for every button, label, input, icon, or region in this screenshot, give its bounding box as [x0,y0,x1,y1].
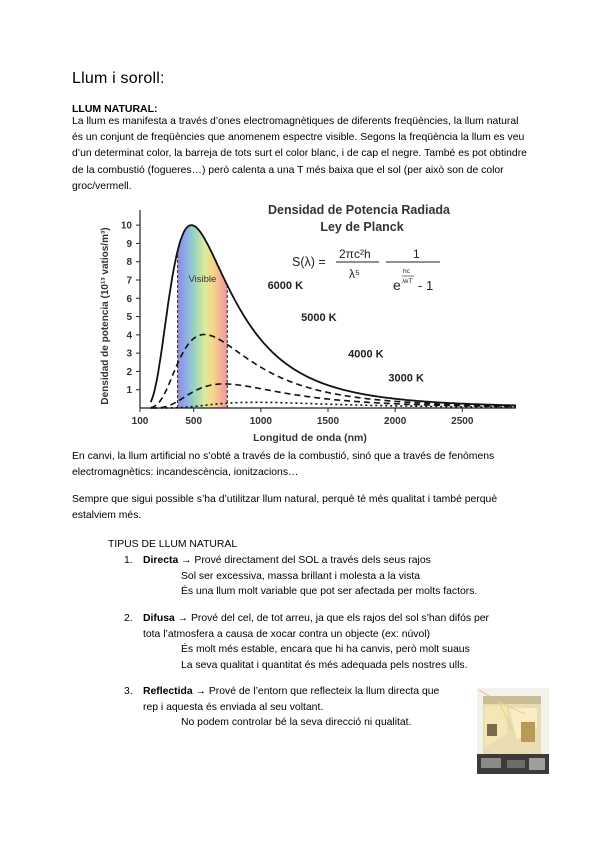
type-item-line: És una llum molt variable que pot ser afectada per molts factors. [181,586,478,597]
formula-exp-base: e [393,277,401,293]
y-tick-label: 3 [126,348,132,360]
x-tick-label: 1500 [316,416,340,427]
type-item-reflected [124,684,469,732]
curve-label-4000k: 4000 K [348,348,384,361]
type-item-first-line [143,553,431,569]
type-item-line: rep i aquesta és enviada al seu voltant. [143,701,324,713]
arrow: → [178,555,195,566]
planck-chart-svg [96,196,520,448]
recommendation-paragraph: Sempre que sigui possible s’ha d’utilitzar llum natural, perquè té més qualitat i també perquè estalviem més. [72,494,498,522]
planck-chart [96,196,520,448]
formula-frac2-numerator: 1 [413,247,420,261]
formula-minus-one: - 1 [418,278,434,293]
x-tick-label: 1000 [249,416,272,427]
types-title: TIPUS DE LLUM NATURAL [108,539,238,550]
section-title: LLUM NATURAL: [72,103,158,115]
y-tick-label: 5 [126,312,132,324]
y-tick-label: 2 [126,366,132,378]
type-item-name: Directa [143,555,179,566]
type-item-line: Sol ser excessiva, massa brillant i molesta a la vista [181,570,421,582]
formula-numerator: 2πc²h [339,247,371,261]
planck-formula [292,247,440,293]
x-tick-label: 2000 [384,416,407,427]
chart-subtitle: Ley de Planck [320,220,404,234]
page-title: Llum i soroll: [72,70,165,87]
visible-band [178,225,228,408]
chart-ylabel: Densidad de potencia (10¹³ vatios/m³) [100,227,111,405]
type-item-line: Prové directament del SOL a través dels seus rajos [194,555,431,566]
type-item-name: Difusa [143,613,175,624]
formula-denominator: λ⁵ [349,267,360,281]
type-item-direct [124,553,524,601]
type-item-line: tota l’atmosfera a causa de xocar contra un objecte (ex: núvol) [143,628,431,640]
x-tick-label: 100 [131,416,149,427]
curve-label-3000k: 3000 K [388,372,424,385]
reflected-light-room-image [477,688,549,774]
x-tick-label: 500 [185,416,203,427]
artificial-light-paragraph: En canvi, la llum artificial no s’obté a través de la combustió, sinó que a través de fenòmens electromagnètics: incandescència, ionitzacions… [72,451,495,479]
type-item-line: Prové del cel, de tot arreu, ja que els rajos del sol s’han difós per [190,613,489,624]
y-tick-label: 6 [126,293,132,305]
formula-exp-num: hc [403,268,410,275]
arrow: → [192,686,209,697]
type-item-name: Reflectida [143,686,193,697]
y-tick-label: 10 [120,220,132,232]
curve-label-6000k: 6000 K [267,280,304,293]
arrow: → [174,613,191,624]
type-item-diffuse [124,611,524,675]
type-item-first-line [143,611,489,627]
y-tick-label: 4 [126,330,132,342]
chart-title: Densidad de Potencia Radiada [268,203,450,217]
type-item-number: 2. [124,613,133,624]
formula-lhs: S(λ) = [292,255,326,269]
type-item-line: Prové de l’entorn que reflecteix la llum directa que [208,686,440,697]
y-tick-label: 8 [126,257,132,269]
curve-label-5000k: 5000 K [301,312,337,325]
type-item-line: No podem controlar bé la seva direcció ni qualitat. [181,717,412,728]
type-item-number: 3. [124,686,133,697]
type-item-line: És molt més estable, encara que hi ha canvis, però molt suaus [181,644,470,655]
type-item-first-line [143,684,439,700]
type-item-line: La seva qualitat i quantitat és més adequada pels nostres ulls. [181,659,468,671]
chart-xlabel: Longitud de onda (nm) [253,432,367,444]
y-tick-label: 7 [126,275,132,287]
y-tick-label: 9 [126,238,132,250]
intro-paragraph: La llum es manifesta a través d’ones electromagnètiques de diferents freqüències, la llum natural és un conjunt de freqüències que anomenem espectre visible. Segons la freqüència la llum es veu d’un determinat color, la barreja de tots surt el color blanc, i de cap el negre. També es pot obtindre de la combustió (fogueres…) però calenta a una T més baixa que el sol (per això son de color groc/vermell. [72,116,527,192]
type-item-number: 1. [124,555,133,566]
y-tick-label: 1 [126,385,132,397]
formula-exp-den: λkT [402,278,413,285]
x-tick-label: 2500 [451,416,474,427]
visible-band-label: Visible [188,273,217,285]
